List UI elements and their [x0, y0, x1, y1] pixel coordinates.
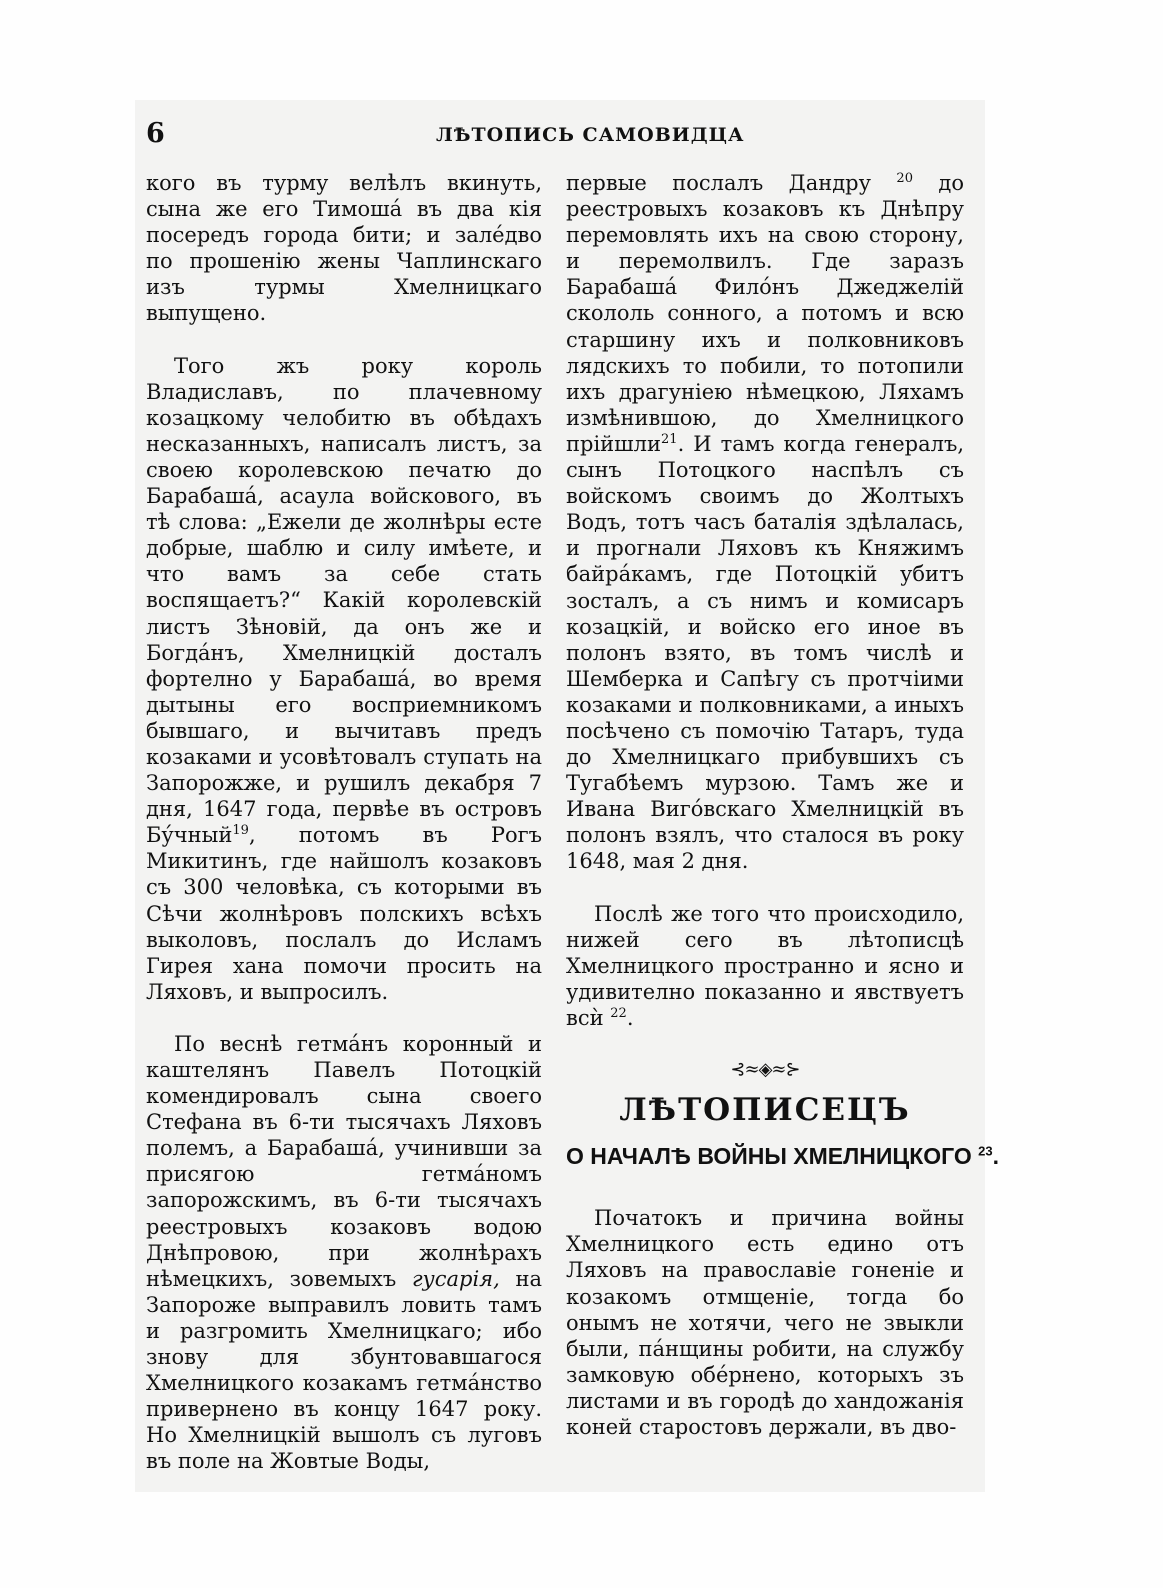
paragraph — [146, 353, 542, 1005]
paragraph-text: кого въ турму велѣлъ вкинуть, сына же его Тимоша́ въ два кія посередъ города бити; и зале́дво по прошенію жены Чаплинскаго изъ турмы Хмелницкаго выпущено. — [146, 171, 542, 326]
paragraph — [566, 901, 964, 1031]
paragraph — [566, 170, 964, 875]
paragraph-text: Початокъ и причина войны Хмелницкого есть едино отъ Ляховъ на православіе гоненіе и козакомъ отмщеніе, тогда бо онымъ не хотячи, чего не звыкли были, па́нщины робити, на службу замковую обе́рнено, которыхъ зъ листами и въ городѣ до хандожанія коней старостовъ держали, въ дво- — [566, 1206, 964, 1440]
running-title: ЛѢТОПИСЬ САМОВИДЦА — [436, 124, 745, 146]
paragraph — [146, 1031, 542, 1475]
paragraph-text: Того жъ року король Владиславъ, по плачевному козацкому челобитю въ обѣдахъ несказанныхъ, написалъ листъ, за своею королевскою печатю до Барабаша́, асаула войскового, въ тѣ слова: „Ежели де жолнѣры есте добрые, шаблю и силу имѣете, и что вамъ за себе стать воспящаетъ?“ Какій королевскій листъ Зѣновій, да онъ же и Богда́нъ, Хмелницкій досталъ фортелно у Барабаша́, во время дытыны его восприемникомъ бывшаго, и вычитавъ предъ козаками и усовѣтовалъ ступать на Запорожже, и рушилъ декабря 7 дня, 1647 года, первѣе въ островъ Бу́чный — [146, 353, 542, 848]
paragraph-text: до реестровыхъ козаковъ къ Днѣпру перемовлять ихъ на свою сторону, и перемолвилъ. Где заразъ Барабаша́ Фило́нъ Джеджелій скололь сонного, а потомъ и всю старшину ихъ и полковниковъ лядскихъ то побили, то потопили ихъ драгуніею нѣмецкою, Ляхамъ измѣнившою, до Хмелницкого прійшли — [566, 171, 964, 456]
paragraph — [146, 170, 542, 327]
subtitle-end: . — [992, 1143, 1000, 1170]
paragraph-text: . — [626, 1005, 634, 1030]
paragraph-text: По веснѣ гетма́нъ коронный и каштелянъ Павелъ Потоцкій комендировалъ сына своего Стефана въ 6-ти тысячахъ Ляховъ полемъ, а Барабаша́, учинивши за присягою гетма́номъ запорожскимъ, въ 6-ти тысячахъ реестровыхъ козаковъ водою Днѣпровою, при жолнѣрахъ нѣмецкихъ, зовемыхъ — [146, 1031, 542, 1291]
right-column — [566, 170, 1000, 1440]
footnote-marker: 22 — [610, 1005, 627, 1021]
italic-term: гусарія, — [411, 1266, 500, 1291]
section-title: ЛѢТОПИСЕЦЪ — [619, 1092, 911, 1129]
paragraph-text: Послѣ же того что происходило, нижей сего въ лѣтописцѣ Хмелницкого пространно и ясно и удивително показанно и явствуетъ всѝ — [566, 901, 964, 1030]
paragraph-text: на Запороже выправилъ ловить тамъ и разгромить Хмелницкаго; ибо знову для збунтовавшагося Хмелницкого козакамъ гетма́нство привернено въ концу 1647 року. Но Хмелницкій вышолъ съ луговъ въ поле на Жовтые Воды, — [146, 1266, 542, 1474]
ornament-divider: ⊰≈◈≈⊱ — [730, 1059, 800, 1080]
section-subtitle — [566, 1143, 1000, 1170]
footnote-marker: 20 — [896, 171, 913, 186]
paragraph-text: . И тамъ когда генералъ, сынъ Потоцкого наспѣлъ съ войскомъ своимъ до Жолтыхъ Водъ, тотъ часъ баталія здѣлалась, и прогнали Ляховъ къ Княжимъ байра́камъ, где Потоцкій убитъ зосталъ, а съ нимъ и комисаръ козацкій, и войско его иное въ полонъ взято, въ томъ числѣ и Шемберка и Сапѣгу съ протчіими козаками и полковниками, а иныхъ посѣчено съ помочію Татаръ, туда до Хмелницкаго прибувшихъ съ Тугабѣемъ мурзою. Тамъ же и Ивана Виго́вскаго Хмелницкій въ полонъ взялъ, что сталося въ року 1648, мая 2 дня. — [566, 431, 964, 874]
paragraph-text: первые послалъ Дандру — [566, 171, 871, 195]
footnote-marker: 23 — [978, 1143, 993, 1159]
paragraph — [566, 1205, 964, 1440]
paragraph-text: , потомъ въ Рогъ Микитинъ, где найшолъ козаковъ съ 300 человѣка, съ которыми въ Сѣчи жолнѣровъ полскихъ всѣхъ выколовъ, послалъ до Исламъ Гирея хана помочи просить на Ляховъ, и выпросилъ. — [146, 823, 542, 1004]
subtitle-text: О НАЧАЛѢ ВОЙНЫ ХМЕЛНИЦКОГО — [566, 1143, 972, 1170]
page-number: 6 — [146, 118, 165, 149]
footnote-marker: 21 — [661, 431, 678, 447]
footnote-marker: 19 — [232, 823, 249, 839]
page-header — [146, 118, 946, 158]
left-column — [146, 170, 542, 1475]
